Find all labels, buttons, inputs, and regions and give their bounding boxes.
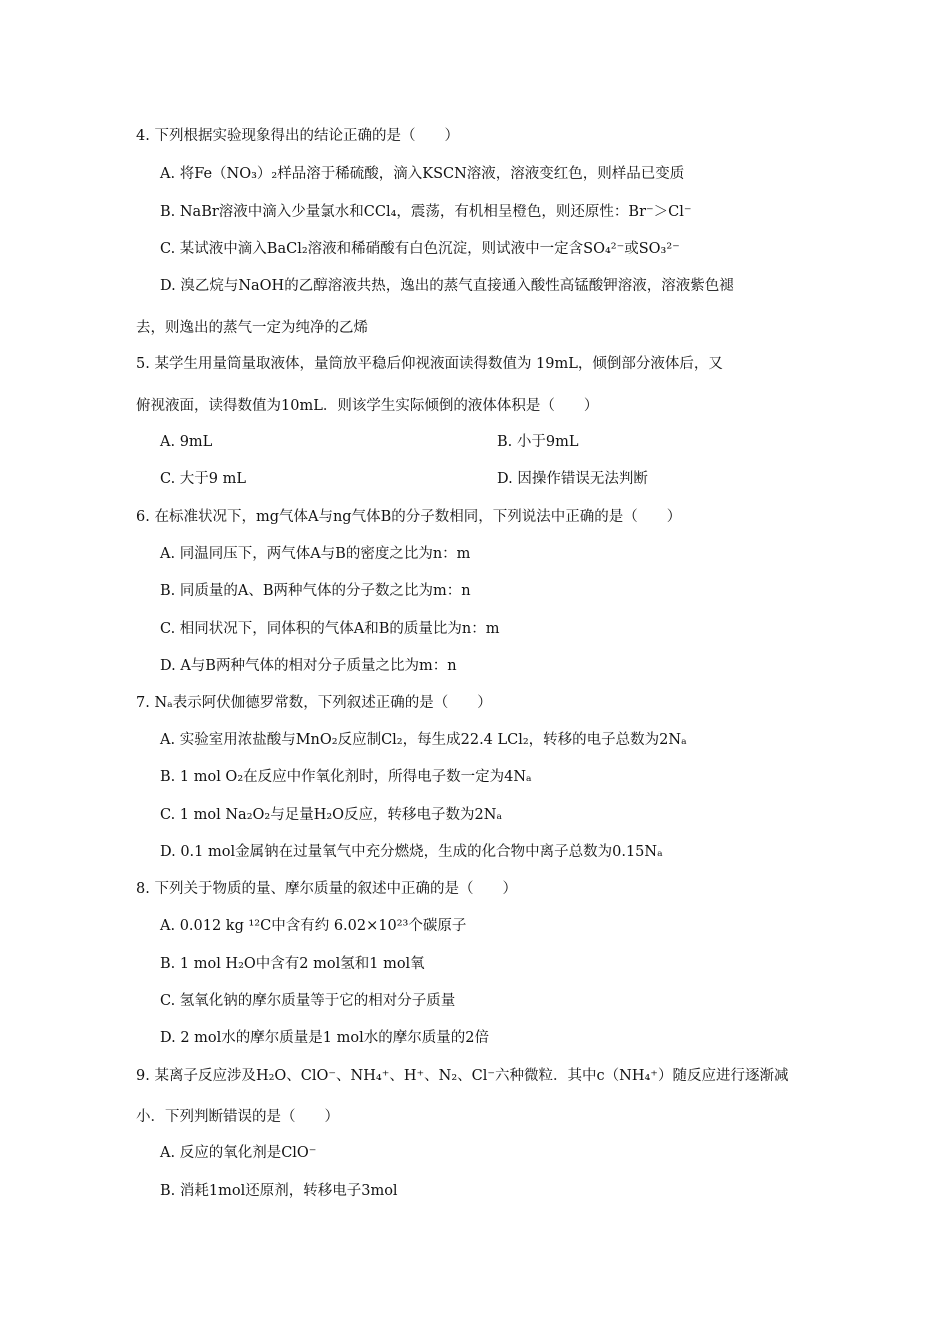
question-4-option-d: D. 溴乙烷与NaOH的乙醇溶液共热，逸出的蒸气直接通入酸性高锰酸钾溶液，溶液紫色褪 (160, 278, 734, 294)
question-7-option-c: C. 1 mol Na₂O₂与足量H₂O反应，转移电子数为2Nₐ (160, 807, 503, 823)
question-5-option-d: D. 因操作错误无法判断 (497, 471, 648, 487)
question-4-option-d-continued: 去，则逸出的蒸气一定为纯净的乙烯 (136, 320, 368, 336)
question-7-stem: 7. Nₐ表示阿伏伽德罗常数，下列叙述正确的是（ ） (136, 695, 492, 711)
question-4-option-c: C. 某试液中滴入BaCl₂溶液和稀硝酸有白色沉淀，则试液中一定含SO₄²⁻或SO₃²⁻ (160, 241, 680, 257)
question-8-option-d: D. 2 mol水的摩尔质量是1 mol水的摩尔质量的2倍 (160, 1030, 489, 1046)
question-7-option-d: D. 0.1 mol金属钠在过量氧气中充分燃烧，生成的化合物中离子总数为0.15Nₐ (160, 844, 663, 860)
question-8-option-b: B. 1 mol H₂O中含有2 mol氢和1 mol氧 (160, 956, 425, 972)
question-4-stem: 4. 下列根据实验现象得出的结论正确的是（ ） (136, 128, 459, 144)
question-9-option-a: A. 反应的氧化剂是ClO⁻ (160, 1145, 317, 1161)
question-5-stem: 5. 某学生用量筒量取液体，量筒放平稳后仰视液面读得数值为 19mL，倾倒部分液体后，又 (136, 356, 723, 372)
question-8-stem: 8. 下列关于物质的量、摩尔质量的叙述中正确的是（ ） (136, 881, 517, 897)
question-7-option-a: A. 实验室用浓盐酸与MnO₂反应制Cl₂，每生成22.4 LCl₂，转移的电子总数为2Nₐ (160, 732, 687, 748)
question-9-stem: 9. 某离子反应涉及H₂O、ClO⁻、NH₄⁺、H⁺、N₂、Cl⁻六种微粒．其中c（NH₄⁺）随反应进行逐渐减 (136, 1068, 789, 1084)
question-5-option-b: B. 小于9mL (497, 434, 579, 450)
question-5-option-c: C. 大于9 mL (160, 471, 247, 487)
question-8-option-c: C. 氢氧化钠的摩尔质量等于它的相对分子质量 (160, 993, 456, 1009)
question-6-option-b: B. 同质量的A、B两种气体的分子数之比为m：n (160, 583, 471, 599)
question-9-option-b: B. 消耗1mol还原剂，转移电子3mol (160, 1183, 398, 1199)
question-4-option-a: A. 将Fe（NO₃）₂样品溶于稀硫酸，滴入KSCN溶液，溶液变红色，则样品已变质 (160, 166, 685, 182)
question-6-option-d: D. A与B两种气体的相对分子质量之比为m：n (160, 658, 457, 674)
question-8-option-a: A. 0.012 kg ¹²C中含有约 6.02×10²³个碳原子 (160, 918, 467, 934)
question-9-stem-continued: 小．下列判断错误的是（ ） (136, 1109, 339, 1125)
question-7-option-b: B. 1 mol O₂在反应中作氧化剂时，所得电子数一定为4Nₐ (160, 769, 532, 785)
question-6-stem: 6. 在标准状况下，mg气体A与ng气体B的分子数相同，下列说法中正确的是（ ） (136, 509, 682, 525)
question-6-option-a: A. 同温同压下，两气体A与B的密度之比为n：m (160, 546, 471, 562)
question-6-option-c: C. 相同状况下，同体积的气体A和B的质量比为n：m (160, 621, 500, 637)
question-4-option-b: B. NaBr溶液中滴入少量氯水和CCl₄，震荡，有机相呈橙色，则还原性：Br⁻＞Cl⁻ (160, 204, 692, 220)
question-5-option-a: A. 9mL (160, 434, 213, 450)
question-5-stem-continued: 俯视液面，读得数值为10mL．则该学生实际倾倒的液体体积是（ ） (136, 398, 599, 414)
